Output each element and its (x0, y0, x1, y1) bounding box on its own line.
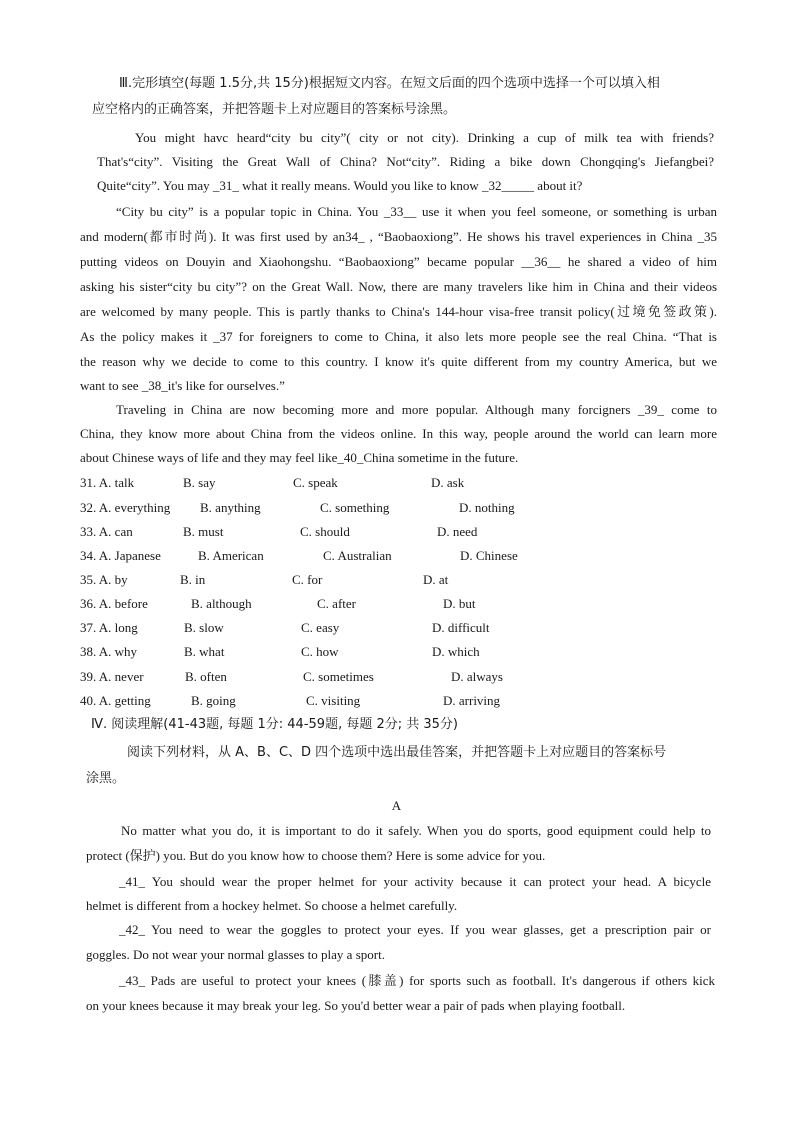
q35-c: C. for (292, 572, 323, 587)
q37-d: D. difficult (432, 620, 490, 635)
q32-b: B. anything (200, 500, 261, 515)
passage-line: putting videos on Douyin and Xiaohongshu. “Baobaoxiong” became popular __36__ he shared a video of him (80, 254, 717, 269)
q40-a: 40. A. getting (80, 693, 151, 708)
q32-a: 32. A. everything (80, 500, 171, 515)
passage-a-line: goggles. Do not wear your normal glasses to play a sport. (86, 947, 385, 962)
passage-a-line: No matter what you do, it is important to do it safely. When you do sports, good equipment could help to (121, 823, 711, 838)
passage-line: and modern(都市时尚). It was first used by an34_ , “Baobaoxiong”. He shows his travel experiences in China _35 (80, 229, 717, 244)
q36-c: C. after (317, 596, 356, 611)
passage-a-line: _43_ Pads are useful to protect your knees (膝盖) for sports such as football. It's dangerous if others kick (119, 973, 715, 988)
q36-d: D. but (443, 596, 476, 611)
q33-a: 33. A. can (80, 524, 133, 539)
q31-b: B. say (183, 475, 216, 490)
passage-line: You might havc heard“city bu city”( city or not city). Drinking a cup of milk tea with friends? (135, 130, 714, 145)
q31-d: D. ask (431, 475, 465, 490)
q34-a: 34. A. Japanese (80, 548, 161, 563)
section4-instruction-line-1: 阅读下列材料，从 A、B、C、D 四个选项中选出最佳答案，并把答题卡上对应题目的答案标号 (127, 745, 667, 760)
q40-c: C. visiting (306, 693, 361, 708)
passage-line: asking his sister“city bu city”? on the Great Wall. Now, there are many travelers like him in China and their videos (80, 279, 717, 294)
q31-a: 31. A. talk (80, 475, 135, 490)
q39-a: 39. A. never (80, 669, 144, 684)
passage-a-line: protect (保护) you. But do you know how to choose them? Here is some advice for you. (86, 848, 546, 863)
q32-c: C. something (320, 500, 390, 515)
q34-c: C. Australian (323, 548, 392, 563)
q37-b: B. slow (184, 620, 224, 635)
passage-a-line: _41_ You should wear the proper helmet for your activity because it can protect your head. A bicycle (119, 874, 711, 889)
passage-line: China, they know more about China from the videos online. In this way, people around the world can learn more (80, 426, 717, 441)
q31-c: C. speak (293, 475, 338, 490)
q39-c: C. sometimes (303, 669, 374, 684)
q39-d: D. always (451, 669, 503, 684)
q37-a: 37. A. long (80, 620, 138, 635)
q35-d: D. at (423, 572, 449, 587)
q38-c: C. how (301, 644, 339, 659)
q38-d: D. which (432, 644, 480, 659)
passage-a-line: on your knees because it may break your leg. So you'd better wear a pair of pads when playing football. (86, 998, 626, 1013)
q32-d: D. nothing (459, 500, 515, 515)
q40-b: B. going (191, 693, 236, 708)
q37-c: C. easy (301, 620, 340, 635)
passage-line: Traveling in China are now becoming more and more popular. Although many forcigners _39_ come to (116, 402, 717, 417)
q39-b: B. often (185, 669, 227, 684)
passage-a-line: _42_ You need to wear the goggles to protect your eyes. If you wear glasses, get a prescription pair or (119, 922, 711, 937)
passage-line: That's“city”. Visiting the Great Wall of China? Not“city”. Riding a bike down Chongqing's Jiefangbei? (97, 154, 714, 169)
q33-d: D. need (437, 524, 478, 539)
q35-a: 35. A. by (80, 572, 128, 587)
q33-b: B. must (183, 524, 224, 539)
passage-line: are welcomed by many people. This is partly thanks to China's 144-hour visa-free transit policy(过境免签政策). (80, 304, 717, 319)
q34-d: D. Chinese (460, 548, 518, 563)
q36-b: B. although (191, 596, 252, 611)
section4-heading: Ⅳ. 阅读理解(41-43题, 每题 1分: 44-59题, 每题 2分; 共 35分) (91, 717, 458, 732)
section3-heading-line-2: 应空格内的正确答案，并把答题卡上对应题目的答案标号涂黑。 (92, 102, 457, 117)
passage-line: As the policy makes it _37 for foreigners to come to China, it also lets more people see the real China. “That is (80, 329, 717, 344)
passage-a-line: helmet is different from a hockey helmet. So choose a helmet carefully. (86, 898, 458, 913)
q38-a: 38. A. why (80, 644, 138, 659)
passage-line: Quite“city”. You may _31_ what it really means. Would you like to know _32_____ about it? (97, 178, 583, 193)
part-label: A (391, 798, 402, 813)
section3-heading-line-1: Ⅲ.完形填空(每题 1.5分,共 15分)根据短文内容。在短文后面的四个选项中选择一个可以填入相 (119, 76, 660, 91)
passage-line: want to see _38_it's like for ourselves.” (80, 378, 285, 393)
q35-b: B. in (180, 572, 206, 587)
q38-b: B. what (184, 644, 225, 659)
passage-line: “City bu city” is a popular topic in China. You _33__ use it when you feel someone, or something is urban (116, 204, 717, 219)
q33-c: C. should (300, 524, 350, 539)
q34-b: B. American (198, 548, 264, 563)
section4-instruction-line-2: 涂黑。 (86, 771, 126, 786)
q40-d: D. arriving (443, 693, 501, 708)
passage-line: about Chinese ways of life and they may feel like_40_China sometime in the future. (80, 450, 519, 465)
passage-line: the reason why we decide to come to this country. I know it's quite different from my country America, but we (80, 354, 717, 369)
q36-a: 36. A. before (80, 596, 148, 611)
